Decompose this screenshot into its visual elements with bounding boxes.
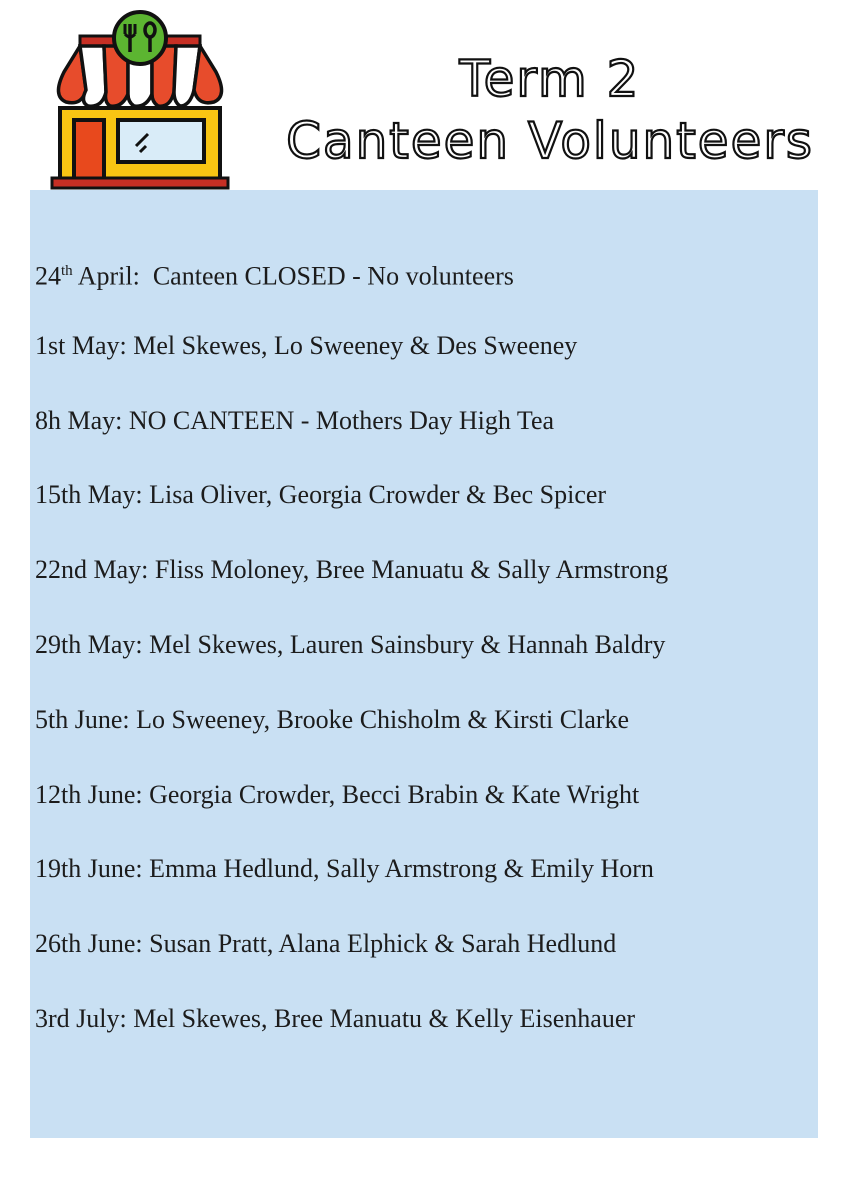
entry-date-suffix: th [61,263,73,279]
schedule-entry: 29th May: Mel Skewes, Lauren Sainsbury & Hannah Baldry [35,629,666,659]
entry-text: April: Canteen CLOSED - No volunteers [72,261,514,291]
schedule-entry [35,245,668,320]
title-line-1: Term 2 [459,49,641,108]
schedule-entry: 19th June: Emma Hedlund, Sally Armstrong & Emily Horn [35,854,654,884]
schedule-entry: 12th June: Georgia Crowder, Becci Brabin & Kate Wright [35,779,640,809]
entry-date: 24 [35,261,61,291]
schedule-entry: 22nd May: Fliss Moloney, Bree Manuatu & Sally Armstrong [35,555,669,585]
volunteer-schedule-list [35,245,668,1068]
schedule-entry: 5th June: Lo Sweeney, Brooke Chisholm & Kirsti Clarke [35,704,630,734]
schedule-entry: 8h May: NO CANTEEN - Mothers Day High Tea [35,405,555,435]
title-line-2: Canteen Volunteers [286,111,814,170]
canteen-shop-icon [48,10,232,192]
schedule-entry: 26th June: Susan Pratt, Alana Elphick & Sarah Hedlund [35,929,617,959]
schedule-entry: 1st May: Mel Skewes, Lo Sweeney & Des Sweeney [35,330,578,360]
schedule-entry: 3rd July: Mel Skewes, Bree Manuatu & Kelly Eisenhauer [35,1003,636,1033]
schedule-entry: 15th May: Lisa Oliver, Georgia Crowder & Bec Spicer [35,480,607,510]
page-title [270,48,830,172]
